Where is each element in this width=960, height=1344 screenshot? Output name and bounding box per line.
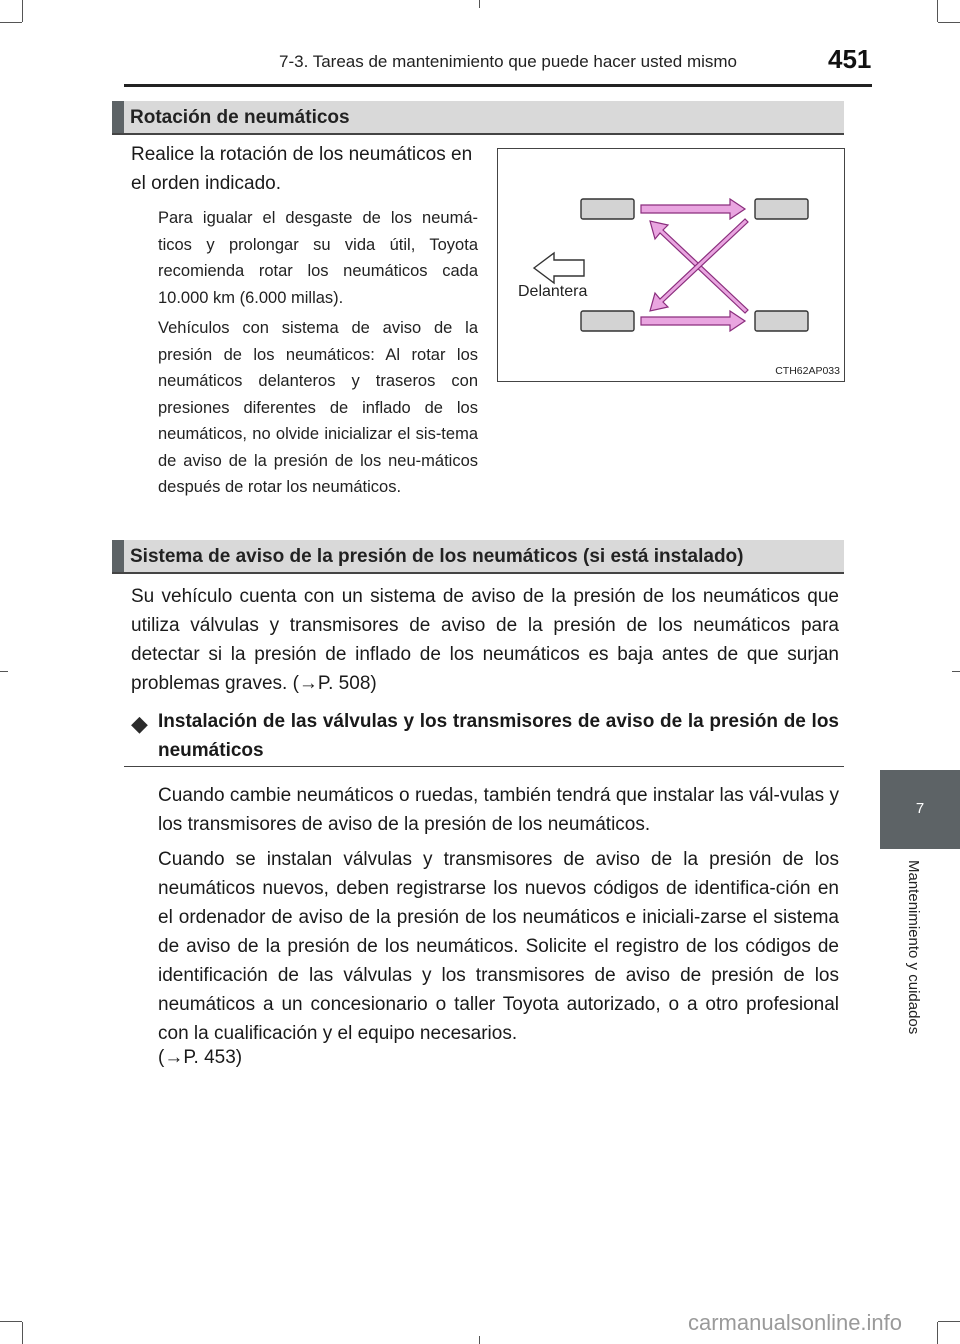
front-label: Delantera bbox=[518, 283, 588, 300]
chapter-number: 7 bbox=[915, 800, 925, 817]
crop-mark bbox=[479, 1336, 480, 1344]
crop-mark bbox=[0, 1321, 22, 1322]
section-marker bbox=[112, 540, 124, 572]
crop-mark bbox=[937, 1322, 938, 1344]
subheading-rule bbox=[124, 766, 844, 767]
crop-mark bbox=[938, 22, 960, 23]
subheading-installation bbox=[131, 707, 839, 765]
section-title: Sistema de aviso de la presión de los neumáticos (si está instalado) bbox=[130, 546, 744, 567]
subheading-text: Instalación de las válvulas y los transmisores de aviso de la presión de los neumáticos bbox=[158, 711, 839, 761]
note-paragraph-2: Vehículos con sistema de aviso de la presión de los neumáticos: Al rotar los neumáticos delanteros y traseros con presiones diferentes de inflado de los neumáticos, no olvide inicializar el sis-tema de aviso de la presión de los neu-máticos después de rotar los neumáticos. bbox=[158, 319, 478, 496]
arrow-front-to-rear-top bbox=[641, 199, 745, 219]
section-heading-tpms bbox=[112, 540, 844, 574]
tire-rear-left bbox=[755, 199, 808, 219]
running-header: 7-3. Tareas de mantenimiento que puede hacer usted mismo bbox=[279, 52, 738, 71]
tire-front-left bbox=[581, 199, 634, 219]
section-marker bbox=[112, 101, 124, 133]
section-heading-rotacion bbox=[112, 101, 844, 135]
crop-mark bbox=[937, 0, 938, 22]
front-direction-arrow-icon bbox=[534, 253, 584, 283]
tire-rotation-figure bbox=[497, 148, 845, 382]
crop-mark bbox=[479, 0, 480, 8]
rotation-arrows bbox=[641, 199, 748, 331]
crop-mark bbox=[0, 22, 22, 23]
figure-code: CTH62AP033 bbox=[775, 365, 840, 377]
crop-mark bbox=[938, 1321, 960, 1322]
diamond-bullet-icon: ◆ bbox=[131, 711, 148, 736]
crop-mark bbox=[0, 671, 8, 672]
page-number: 451 bbox=[828, 44, 872, 74]
section-title: Rotación de neumáticos bbox=[130, 107, 350, 128]
installation-paragraph-2: Cuando se instalan válvulas y transmisores de aviso de la presión de los neumáticos nuevos, deben registrarse los nuevos códigos de identifica-ción en el ordenador de aviso de la presión de los neumáticos e iniciali-zarse el sistema de aviso de la presión de los neumáticos. Solicite el registro de los códigos de identificación de las válvulas y los transmisores de aviso de presión de los neumáticos a un concesionario o taller Toyota autorizado, o a otro profesional con la cualificación y el equipo necesarios. bbox=[158, 849, 839, 1044]
chapter-tab bbox=[880, 770, 960, 849]
chapter-label: Mantenimiento y cuidados bbox=[905, 860, 922, 1035]
crop-mark bbox=[952, 671, 960, 672]
arrow-front-to-rear-bottom bbox=[641, 311, 745, 331]
tire-front-right bbox=[581, 311, 634, 331]
page-reference: (→P. 453) bbox=[158, 1047, 243, 1068]
watermark: carmanualsonline.info bbox=[688, 1310, 903, 1335]
crop-mark bbox=[22, 1322, 23, 1344]
tpms-description: Su vehículo cuenta con un sistema de aviso de la presión de los neumáticos que utiliza válvulas y transmisores de aviso de la presión de los neumáticos para detectar si la presión de inflado de los neumáticos es baja antes de que surjan problemas graves. (→P. 508) bbox=[131, 586, 839, 694]
tire-rotation-diagram bbox=[498, 149, 846, 383]
intro-text: Realice la rotación de los neumáticos en el orden indicado. bbox=[131, 144, 473, 194]
note-paragraph-1: Para igualar el desgaste de los neumá-ticos y prolongar su vida útil, Toyota recomienda rotar los neumáticos cada 10.000 km (6.000 millas). bbox=[158, 209, 478, 307]
header-rule bbox=[124, 84, 872, 87]
installation-paragraph-1: Cuando cambie neumáticos o ruedas, también tendrá que instalar las vál-vulas y los transmisores de aviso de la presión de los neumáticos. bbox=[158, 785, 839, 835]
tire-rear-right bbox=[755, 311, 808, 331]
crop-mark bbox=[22, 0, 23, 22]
